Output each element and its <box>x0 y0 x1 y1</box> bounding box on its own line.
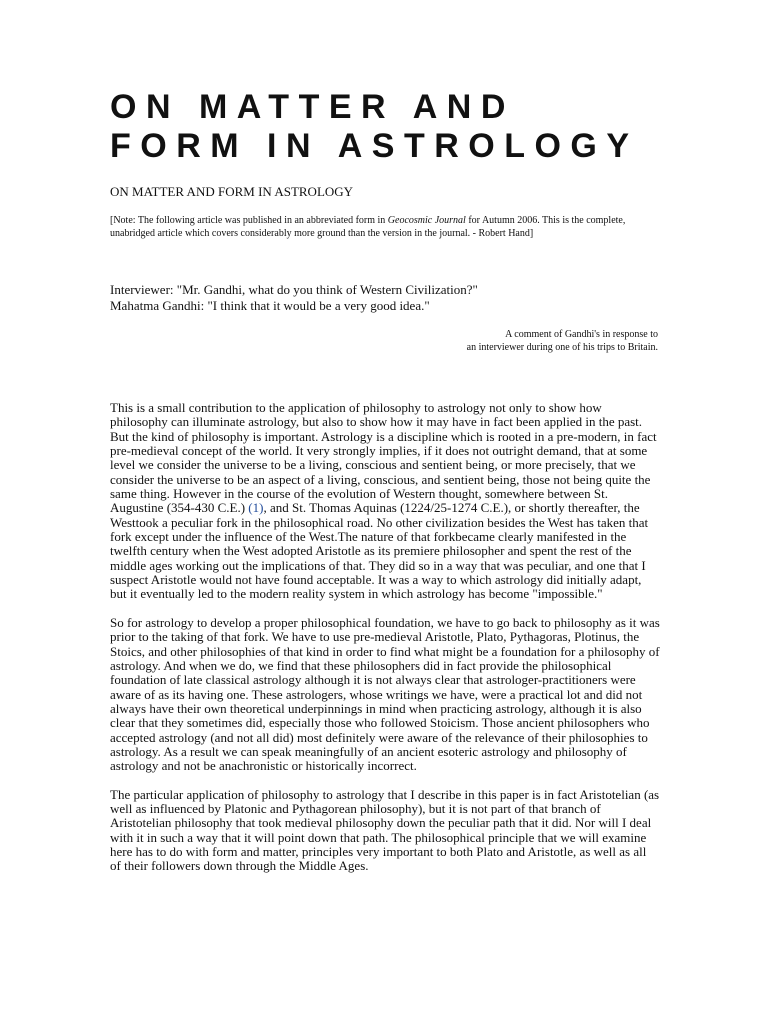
journal-name: Geocosmic Journal <box>387 215 466 226</box>
attribution-line-1: A comment of Gandhi's in response to <box>505 329 658 340</box>
editor-note-before: [Note: The following article was published in an abbreviated form in <box>110 215 388 226</box>
article-title <box>110 0 660 166</box>
paragraph-1-text-after: , and St. Thomas Aquinas (1224/25-1274 C.E.), or shortly thereafter, the Westtook a peculiar fork in the philosophical road. No other civilization besides the West has taken that fork except under the influence of the West.The nature of that forkbecame clearly manifested in the twelfth century when the West adopted Aristotle as its premiere philosopher and spent the rest of the middle ages working out the implications of that. They did so in a way that was peculiar, and one that I suspect Aristotle would not have found acceptable. It was a way to which astrology did initially adapt, but it eventually led to the modern reality system in which astrology has become "impossible." <box>110 500 649 602</box>
article-subtitle: ON MATTER AND FORM IN ASTROLOGY <box>110 184 354 199</box>
article-title-line-2: FORM IN ASTROLOGY <box>110 127 639 165</box>
footnote-link-1[interactable]: (1) <box>248 500 264 516</box>
body-paragraph-3: The particular application of philosophy to astrology that I describe in this paper is in fact Aristotelian (as well as influenced by Platonic and Pythagorean philosophy), but it is not part of that branch of Aristotelian philosophy that took medieval philosophy down the peculiar path that it did. Nor will I deal with it in such a way that it will point down that path. The philosophical principle that we will examine here has to do with form and matter, principles very important to both Plato and Aristotle, as well as all of their followers down through the Middle Ages. <box>110 786 660 874</box>
gandhi-quote <box>110 282 660 314</box>
body-paragraph-2: So for astrology to develop a proper philosophical foundation, we have to go back to philosophy as it was prior to the taking of that fork. We have to use pre-medieval Aristotle, Plato, Pythagoras, Plotinus, the Stoics, and other philosophies of that kind in order to find what might be a foundation for a philosophy of astrology. And when we do, we find that these philosophers did in fact provide the philosophical foundation of late classical astrology although it is not always clear that astrologer-practitioners were aware of as its having one. These astrologers, whose writings we have, were a practical lot and did not always have their own theoretical underpinnings in mind when practicing astrology, although it is also clear that they sometimes did, especially those who followed Stoicism. Those ancient philosophers who accepted astrology (and not all did) most definitely were aware of the relevance of their philosophies to astrology. As a result we can speak meaningfully of an ancient esoteric astrology and philosophy of astrology and not be anachronistic or historically incorrect. <box>110 614 660 774</box>
article-title-line-1: ON MATTER AND <box>110 88 515 126</box>
quote-interviewer-line: Interviewer: "Mr. Gandhi, what do you think of Western Civilization?" <box>110 282 478 297</box>
editor-note <box>110 215 660 240</box>
editor-note-after: for Autumn 2006. This is the complete, unabridged article which covers considerably more ground than the version in the journal. - Robert Hand] <box>110 215 626 239</box>
attribution-line-2: an interviewer during one of his trips to Britain. <box>466 341 658 353</box>
quote-attribution <box>110 329 660 354</box>
quote-gandhi-line: Mahatma Gandhi: "I think that it would be a very good idea." <box>110 298 430 313</box>
body-paragraph-1 <box>110 401 660 602</box>
paragraph-1-text-before: This is a small contribution to the application of philosophy to astrology not only to show how philosophy can illuminate astrology, but also to show how it may have in fact been applied in the past. But the kind of philosophy is important. Astrology is a discipline which is rooted in a pre-modern, in fact pre-medieval concept of the world. It very strongly implies, if it does not outright demand, that at some level we consider the universe to be a living, conscious and sentient being, or more precisely, that we consider the universe to be an aspect of a living, conscious, and sentient being, those not being quite the same thing. However in the course of the evolution of Western thought, somewhere between St. Augustine (354-430 C.E.) <box>110 400 657 516</box>
article-page <box>110 0 660 874</box>
